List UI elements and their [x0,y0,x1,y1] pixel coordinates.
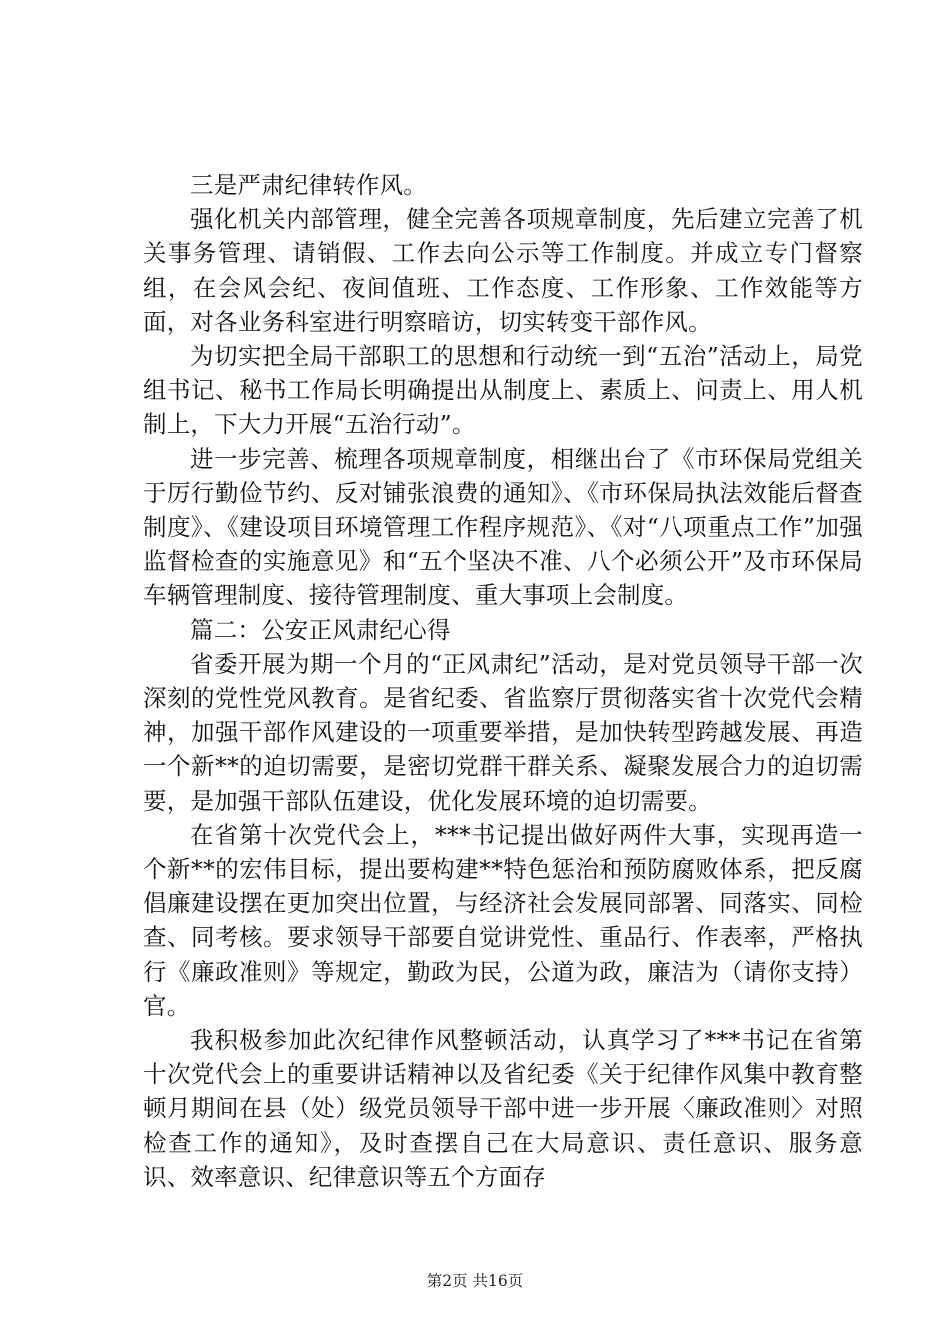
paragraph-3: 为切实把全局干部职工的思想和行动统一到“五治”活动上，局党组书记、秘书工作局长明确提出从制度上、素质上、问责上、用人机制上，下大力开展“五治行动”。 [143,342,863,439]
footer-current-page: 2 [442,1272,453,1290]
page-footer [0,1271,950,1291]
paragraph-6: 在省第十次党代会上，***书记提出做好两件大事，实现再造一个新**的宏伟目标，提出要构建**特色惩治和预防腐败体系，把反腐倡廉建设摆在更加突出位置，与经济社会发展同部署、同落实、同检查、同考核。要求领导干部要自觉讲党性、重品行、作表率，严格执行《廉政准则》等规定，勤政为民，公道为政，廉洁为（请你支持）官。 [143,820,863,1020]
paragraph-7: 我积极参加此次纪律作风整顿活动，认真学习了***书记在省第十次党代会上的重要讲话精神以及省纪委《关于纪律作风集中教育整顿月期间在县（处）级党员领导干部中进一步开展〈廉政准则〉对照检查工作的通知》，及时查摆自己在大局意识、责任意识、服务意识、效率意识、纪律意识等五个方面存 [143,1026,863,1191]
paragraph-2: 强化机关内部管理，健全完善各项规章制度，先后建立完善了机关事务管理、请销假、工作去向公示等工作制度。并成立专门督察组，在会风会纪、夜间值班、工作态度、工作形象、工作效能等方面，对各业务科室进行明察暗访，切实转变干部作风。 [143,205,863,336]
footer-mid: 页 共 [452,1272,489,1290]
footer-prefix: 第 [426,1272,443,1290]
footer-total-pages: 16 [488,1272,508,1290]
section-heading: 篇二：公安正风肃纪心得 [190,615,451,644]
paragraph-5: 省委开展为期一个月的“正风肃纪”活动，是对党员领导干部一次深刻的党性党风教育。是省纪委、省监察厅贯彻落实省十次党代会精神，加强干部作风建设的一项重要举措，是加快转型跨越发展、再造一个新**的迫切需要，是密切党群干群关系、凝聚发展合力的迫切需要，是加强干部队伍建设，优化发展环境的迫切需要。 [143,649,863,815]
document-body [143,168,863,1194]
footer-suffix: 页 [507,1272,524,1290]
paragraph-1: 三是严肃纪律转作风。 [190,171,427,199]
paragraph-4: 进一步完善、梳理各项规章制度，相继出台了《市环保局党组关于厉行勤俭节约、反对铺张浪费的通知》、《市环保局执法效能后督查制度》、《建设项目环境管理工作程序规范》、《对“八项重点工作”加强监督检查的实施意见》和“五个坚决不准、八个必须公开”及市环保局车辆管理制度、接待管理制度、重大事项上会制度。 [143,444,863,610]
